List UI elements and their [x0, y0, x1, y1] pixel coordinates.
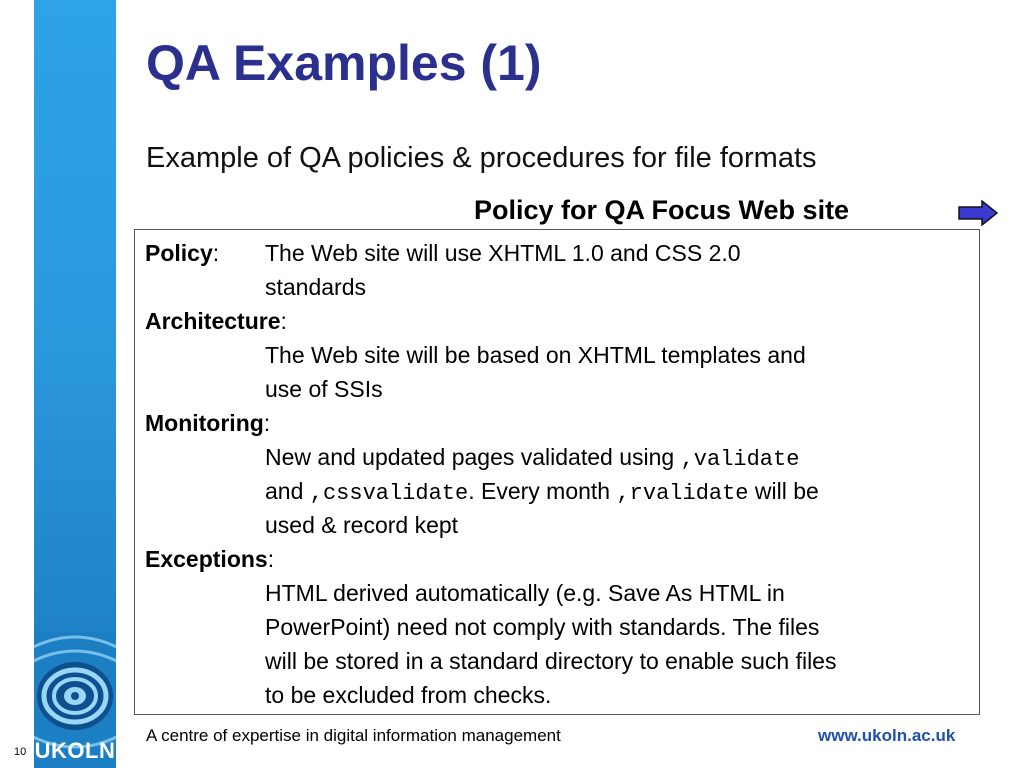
architecture-label: Architecture	[145, 308, 281, 334]
monitoring-text-1-line	[265, 442, 799, 475]
validate-code: ,validate	[680, 447, 800, 472]
rvalidate-code: ,rvalidate	[616, 481, 749, 506]
architecture-label-line	[145, 306, 287, 336]
policy-label: Policy	[145, 240, 213, 266]
monitoring-text-1: New and updated pages validated using	[265, 444, 681, 470]
exceptions-colon: :	[267, 546, 275, 572]
monitoring-label: Monitoring	[145, 410, 264, 436]
policy-text-1: The Web site will use XHTML 1.0 and CSS 2.0	[265, 240, 741, 266]
exceptions-text-4: to be excluded from checks.	[265, 682, 552, 708]
monitoring-text-2c: will be	[748, 478, 819, 504]
monitoring-label-line	[145, 408, 270, 438]
cssvalidate-code: ,cssvalidate	[309, 481, 469, 506]
exceptions-label: Exceptions	[145, 546, 268, 572]
policy-heading: Policy for QA Focus Web site	[474, 195, 850, 225]
slide-subtitle: Example of QA policies & procedures for file formats	[146, 142, 817, 174]
monitoring-text-3: used & record kept	[265, 512, 459, 538]
slide-number: 10	[14, 746, 27, 758]
exceptions-text-1: HTML derived automatically (e.g. Save As HTML in	[265, 580, 785, 606]
exceptions-text-2: PowerPoint) need not comply with standards. The files	[265, 614, 820, 640]
monitoring-colon: :	[263, 410, 271, 436]
footer-tagline: A centre of expertise in digital information management	[146, 726, 561, 745]
architecture-text-2: use of SSIs	[265, 376, 383, 402]
policy-text-2: standards	[265, 274, 367, 300]
policy-colon: :	[212, 240, 220, 266]
policy-box	[134, 229, 980, 715]
monitoring-text-2b: . Every month	[468, 478, 617, 504]
architecture-text-1: The Web site will be based on XHTML templates and	[265, 342, 806, 368]
right-arrow-icon[interactable]	[958, 200, 998, 226]
slide-title: QA Examples (1)	[146, 35, 542, 91]
monitoring-text-2-line	[265, 476, 819, 509]
monitoring-text-2a: and	[265, 478, 310, 504]
footer-url-link[interactable]: www.ukoln.ac.uk	[818, 726, 956, 745]
exceptions-label-line	[145, 544, 274, 574]
logo-text: UKOLN	[34, 738, 116, 763]
architecture-colon: :	[280, 308, 287, 334]
exceptions-text-3: will be stored in a standard directory to enable such files	[265, 648, 837, 674]
side-bar	[34, 0, 116, 632]
ukoln-logo	[34, 632, 116, 768]
policy-label-line	[145, 238, 219, 268]
